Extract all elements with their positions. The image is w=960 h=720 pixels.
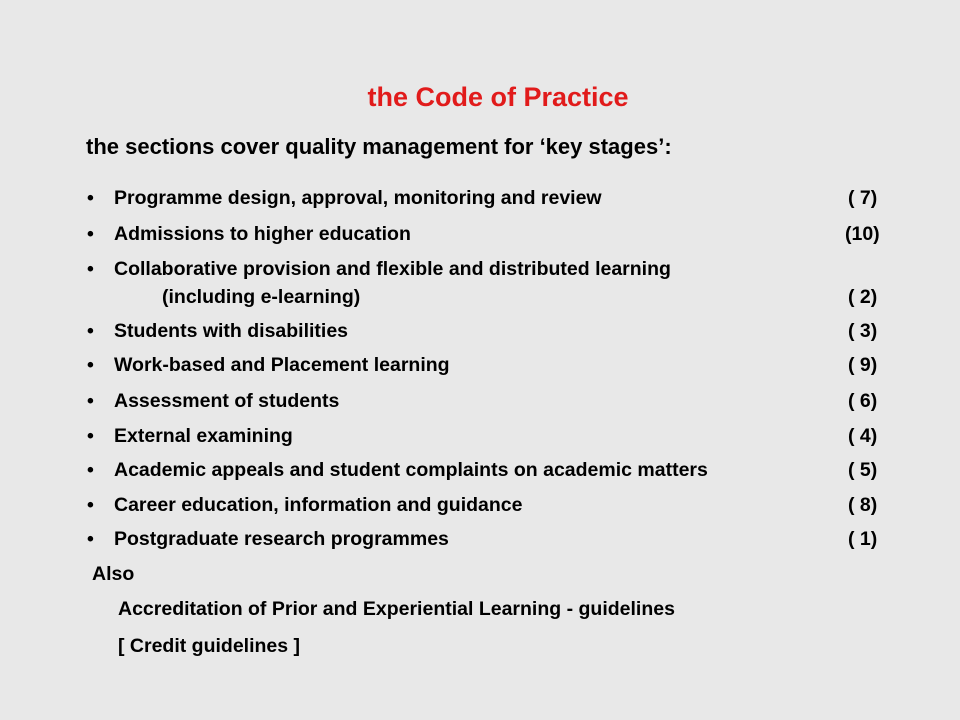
item-label: Students with disabilities (114, 320, 349, 342)
item-label: Postgraduate research programmes (114, 528, 449, 550)
item-count: ( 1) (848, 528, 878, 550)
bullet-icon: • (87, 223, 94, 245)
also-heading: Also (92, 563, 135, 585)
bullet-icon: • (87, 425, 94, 447)
bullet-icon: • (87, 494, 94, 516)
item-count: ( 6) (848, 390, 878, 412)
item-label: Programme design, approval, monitoring and review (114, 187, 602, 209)
bullet-icon: • (87, 320, 94, 342)
bullet-icon: • (87, 354, 94, 376)
item-count: (10) (845, 223, 880, 245)
also-item-apel: Accreditation of Prior and Experiential Learning - guidelines (118, 598, 675, 620)
item-label-continuation: (including e-learning) (162, 286, 361, 308)
item-label: Assessment of students (114, 390, 340, 412)
item-label: Admissions to higher education (114, 223, 411, 245)
item-count: ( 3) (848, 320, 878, 342)
item-label: Career education, information and guidance (114, 494, 523, 516)
bullet-icon: • (87, 187, 94, 209)
item-count: ( 8) (848, 494, 878, 516)
item-count: ( 4) (848, 425, 878, 447)
slide-subtitle: the sections cover quality management for ‘key stages’: (86, 134, 672, 159)
item-label: Work-based and Placement learning (114, 354, 450, 376)
bullet-icon: • (87, 528, 94, 550)
item-count: ( 2) (848, 286, 878, 308)
item-label: Academic appeals and student complaints on academic matters (114, 459, 708, 481)
slide-title: the Code of Practice (367, 82, 629, 112)
item-label: Collaborative provision and flexible and distributed learning (114, 258, 671, 280)
item-label: External examining (114, 425, 293, 447)
bullet-icon: • (87, 390, 94, 412)
bullet-icon: • (87, 258, 94, 280)
item-count: ( 9) (848, 354, 878, 376)
also-item-credit: [ Credit guidelines ] (118, 635, 301, 657)
item-count: ( 7) (848, 187, 878, 209)
item-count: ( 5) (848, 459, 878, 481)
bullet-icon: • (87, 459, 94, 481)
